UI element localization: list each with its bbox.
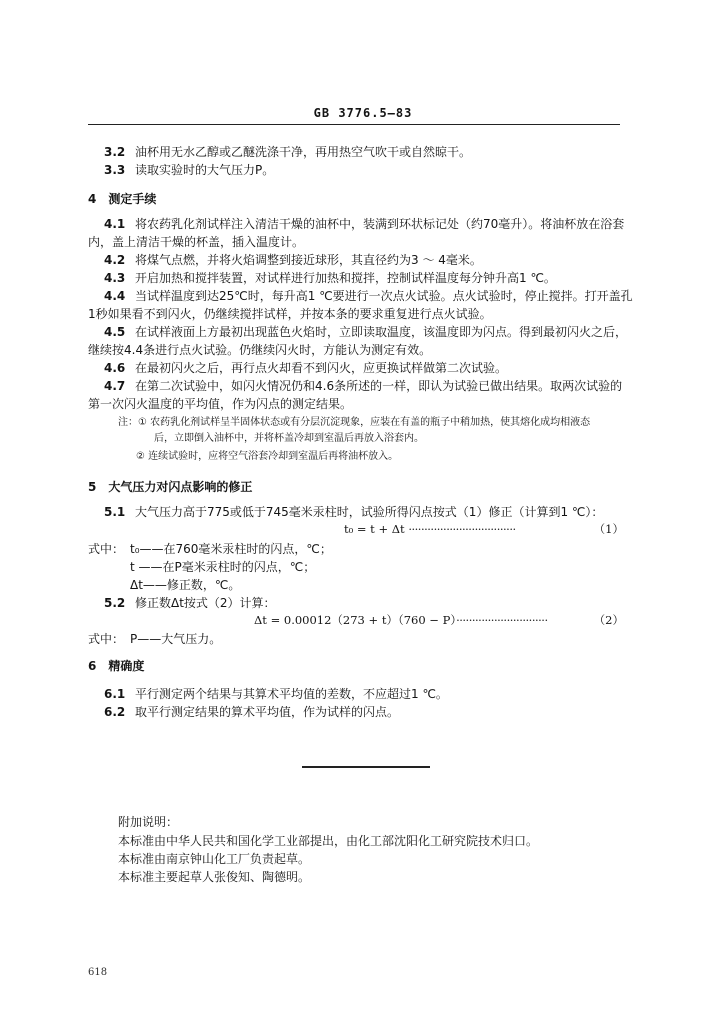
clause-4-2 (104, 254, 482, 266)
clause-number: 4.7 (104, 379, 126, 393)
formula-1-expression: t₀ = t + Δt (344, 522, 405, 536)
appendix-line-2: 本标准由南京钟山化工厂负责起草。 (118, 852, 311, 866)
clause-text: 将农药乳化剂试样注入清洁干燥的油杯中，装满到环状标记处（约70毫升）。将油杯放在浴套 (135, 217, 625, 231)
formula-1-leader: ·································· (408, 522, 516, 536)
clause-number: 4.5 (104, 325, 126, 339)
appendix-title: 附加说明： (118, 815, 179, 829)
clause-4-7 (104, 380, 622, 392)
header-rule (88, 124, 620, 125)
clause-text: 将煤气点燃，并将火焰调整到接近球形，其直径约为3 ～ 4毫米。 (135, 253, 482, 267)
clause-4-1 (104, 218, 624, 230)
formula-1-number: （1） (593, 522, 624, 536)
clause-4-4-continued: 1秒如果看不到闪火，仍继续搅拌试样，并按本条的要求重复进行点火试验。 (88, 307, 492, 321)
note-1-continued: 后，立即倒入油杯中，并将杯盖冷却到室温后再放入浴套内。 (154, 433, 424, 444)
where-1-lead: 式中： (88, 542, 125, 556)
clause-number: 6.1 (104, 687, 126, 701)
clause-text: 开启加热和搅拌装置，对试样进行加热和搅拌，控制试样温度每分钟升高1 ℃。 (135, 271, 556, 285)
clause-3-3 (104, 164, 274, 176)
clause-3-2 (104, 146, 471, 158)
where-2-lead: 式中： (88, 632, 125, 646)
note-1: 注：① 农药乳化剂试样呈半固体状态或有分层沉淀现象，应装在有盖的瓶子中稍加热，使其熔化成均相液态 (118, 417, 591, 428)
formula-1 (344, 524, 516, 536)
clause-number: 5.2 (104, 596, 126, 610)
clause-number: 5.1 (104, 505, 126, 519)
formula-2 (254, 615, 548, 627)
clause-4-5-continued: 继续按4.4条进行点火试验。仍继续闪火时，方能认为测定有效。 (88, 343, 432, 357)
page-number: 618 (88, 967, 108, 978)
clause-text: 油杯用无水乙醇或乙醚洗涤干净，再用热空气吹干或自然晾干。 (135, 145, 472, 159)
clause-text: 大气压力高于775或低于745毫米汞柱时，试验所得闪点按式（1）修正（计算到1 ℃）： (135, 505, 604, 519)
clause-4-4 (104, 290, 633, 302)
clause-6-1 (104, 688, 448, 700)
appendix-line-3: 本标准主要起草人张俊知、陶德明。 (118, 870, 311, 884)
clause-5-1 (104, 506, 603, 518)
clause-text: 取平行测定结果的算术平均值，作为试样的闪点。 (135, 705, 400, 719)
clause-text: 在试样液面上方最初出现蓝色火焰时，立即读取温度，该温度即为闪点。得到最初闪火之后， (135, 325, 628, 339)
clause-text: 修正数Δt按式（2）计算： (135, 596, 276, 610)
where-2-item-p: P——大气压力。 (130, 632, 222, 646)
clause-text: 在第二次试验中，如闪火情况仍和4.6条所述的一样，即认为试验已做出结果。取两次试验的 (135, 379, 623, 393)
clause-text: 平行测定两个结果与其算术平均值的差数，不应超过1 ℃。 (135, 687, 448, 701)
note-2: ② 连续试验时，应将空气浴套冷却到室温后再将油杯放入。 (136, 451, 399, 462)
clause-text: 在最初闪火之后，再行点火却看不到闪火，应更换试样做第二次试验。 (135, 361, 508, 375)
clause-text: 读取实验时的大气压力P。 (135, 163, 275, 177)
clause-6-2 (104, 706, 399, 718)
clause-number: 3.2 (104, 145, 126, 159)
clause-number: 4.6 (104, 361, 126, 375)
formula-2-expression: Δt = 0.00012（273 + t）（760 − P） (254, 613, 457, 627)
formula-2-number: （2） (593, 613, 624, 627)
clause-4-3 (104, 272, 556, 284)
clause-number: 4.2 (104, 253, 126, 267)
clause-4-1-continued: 内，盖上清洁干燥的杯盖，插入温度计。 (88, 235, 305, 249)
clause-4-5 (104, 326, 627, 338)
section-heading-6: 6 精确度 (88, 659, 145, 673)
where-1-item-delta-t: Δt——修正数，℃。 (130, 578, 241, 592)
section-heading-5: 5 大气压力对闪点影响的修正 (88, 480, 253, 494)
standard-code-header: GB 3776.5—83 (313, 106, 413, 120)
where-1-item-t: t ——在P毫米汞柱时的闪点，℃； (130, 560, 316, 574)
clause-number: 4.3 (104, 271, 126, 285)
clause-5-2 (104, 597, 276, 609)
clause-4-7-continued: 第一次闪火温度的平均值，作为闪点的测定结果。 (88, 397, 353, 411)
appendix-line-1: 本标准由中华人民共和国化学工业部提出，由化工部沈阳化工研究院技术归口。 (118, 834, 539, 848)
clause-number: 4.1 (104, 217, 126, 231)
clause-4-6 (104, 362, 507, 374)
section-heading-4: 4 测定手续 (88, 192, 157, 206)
formula-2-leader: ····························· (456, 613, 548, 627)
clause-number: 3.3 (104, 163, 126, 177)
clause-text: 当试样温度到达25℃时，每升高1 ℃要进行一次点火试验。点火试验时，停止搅拌。打开盖孔 (135, 289, 633, 303)
where-1-item-t0: t₀——在760毫米汞柱时的闪点，℃； (130, 542, 332, 556)
clause-number: 6.2 (104, 705, 126, 719)
clause-number: 4.4 (104, 289, 126, 303)
end-rule (302, 766, 430, 768)
